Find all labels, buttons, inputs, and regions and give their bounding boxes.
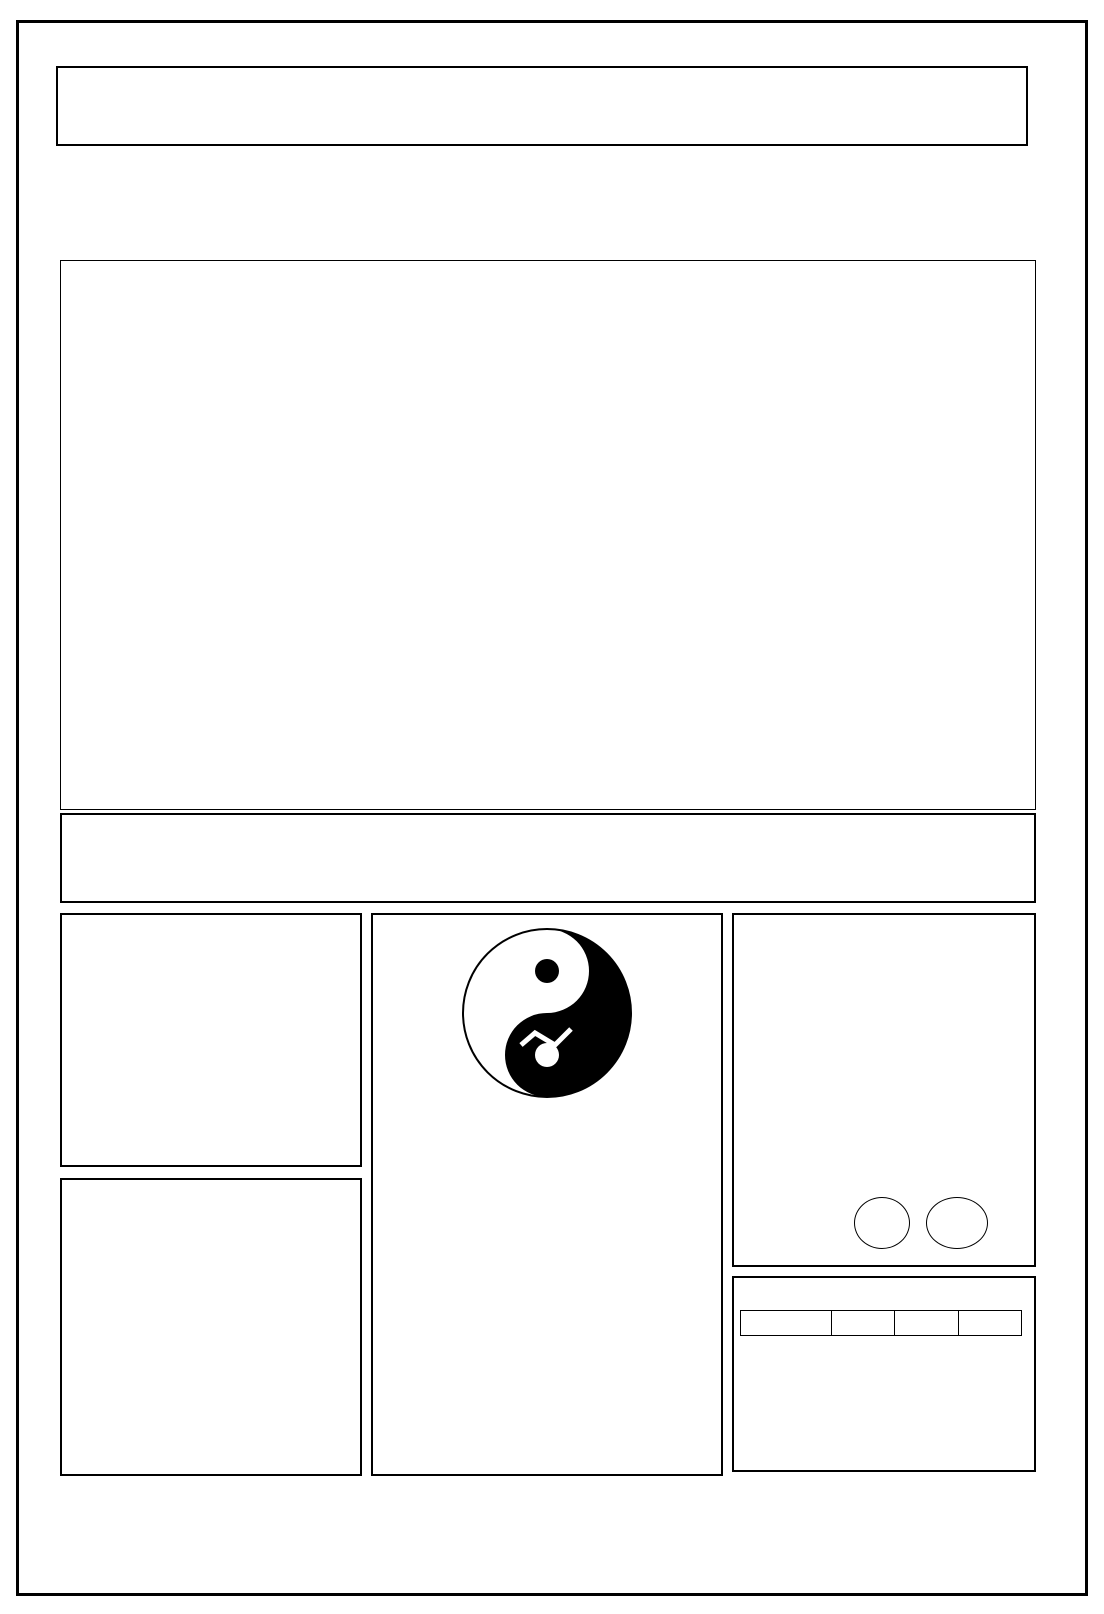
arrival-box <box>732 913 1036 1267</box>
supply-number <box>926 1197 988 1249</box>
table-header <box>895 1311 958 1336</box>
table-header <box>741 1311 832 1336</box>
poem-line <box>90 823 104 886</box>
header-box <box>56 66 1028 146</box>
zodiac-grid <box>60 260 1036 810</box>
stats-table <box>740 1310 1022 1336</box>
supply-number <box>854 1197 910 1249</box>
table-header <box>958 1311 1021 1336</box>
stats-table-box <box>732 1276 1036 1472</box>
table-header-row <box>741 1311 1022 1336</box>
yin-yang-icon <box>459 925 635 1101</box>
dream-box <box>371 913 723 1476</box>
table-header <box>832 1311 895 1336</box>
poem-band <box>60 813 1036 903</box>
savior-box <box>60 1178 362 1476</box>
special-poem-box <box>60 913 362 1167</box>
